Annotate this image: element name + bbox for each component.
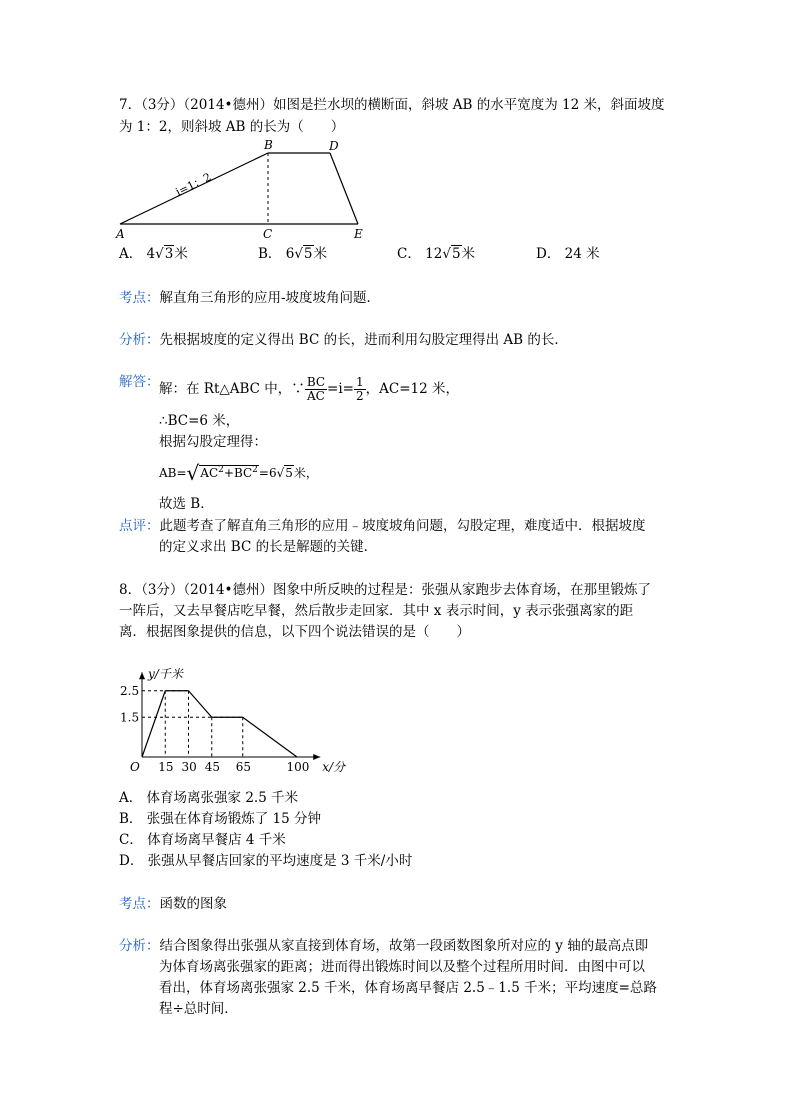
q8-option-c: C． 体育场离早餐店 4 千米	[119, 832, 286, 848]
q8-fenxi-line1: 分析：结合图象得出张强从家直接到体育场，故第一段函数图象所对应的 y 轴的最高点即	[119, 938, 649, 954]
q7-kaodian: 考点：解直角三角形的应用-坡度坡角问题．	[119, 290, 381, 306]
label-b: B	[264, 138, 273, 152]
q7-stem-line2: 为 1：2，则斜坡 AB 的长为（ ）	[119, 119, 345, 135]
q7-dianping-line2: 的定义求出 BC 的长是解题的关键．	[159, 539, 378, 555]
slope-ratio-label: i=1：2	[173, 170, 214, 199]
x-tick-label-65: 65	[235, 760, 252, 774]
x-tick-label-45: 45	[204, 760, 221, 774]
q7-dianping-line1: 点评：此题考查了解直角三角形的应用﹣坡度坡角问题，勾股定理，难度适中．根据坡度	[119, 518, 646, 534]
y-tick-label-1.5: 1.5	[120, 710, 140, 725]
q8-kaodian: 考点：函数的图象	[119, 896, 227, 912]
q8-fenxi-line2: 为体育场离张强家的距离；进而得出锻炼时间以及整个过程所用时间．由图中可以	[159, 959, 645, 975]
q7-jieda-label: 解答：	[119, 374, 160, 390]
series-segment-0	[142, 691, 165, 757]
q8-option-b: B． 张强在体育场锻炼了 15 分钟	[119, 811, 321, 827]
origin-label: O	[130, 760, 140, 774]
q7-option-c: C． 12√5米	[397, 246, 476, 262]
label-e: E	[354, 227, 363, 241]
q7-option-d: D． 24 米	[536, 246, 600, 262]
y-tick-label-2.5: 2.5	[120, 683, 140, 698]
x-tick-label-15: 15	[158, 760, 174, 774]
q7-stem-line1: 7．（3分）（2014•德州）如图是拦水坝的横断面，斜坡 AB 的水平宽度为 12 米，斜面坡度	[119, 97, 665, 113]
series-segment-4	[243, 717, 297, 757]
q7-fenxi: 分析：先根据坡度的定义得出 BC 的长，进而利用勾股定理得出 AB 的长．	[119, 332, 568, 348]
q7-option-b: B． 6√5米	[258, 246, 328, 262]
q8-fenxi-line3: 看出，体育场离张强家 2.5 千米，体育场离早餐店 2.5﹣1.5 千米；平均速度=总路	[159, 980, 657, 996]
label-a: A	[116, 227, 125, 241]
q7-solution-line4: $AB=√AC^2+BC^2=6√5$米，	[159, 461, 318, 485]
x-tick-label-100: 100	[286, 760, 310, 774]
label-d: D	[329, 139, 339, 153]
distance-time-chart	[112, 645, 347, 780]
q7-solution-line1: 解：在 Rt△ABC 中，∵ $\frac{BC}{AC}$ =i= $\frac{1}{2}$ ，AC=12 米，	[159, 375, 460, 403]
q8-stem-line3: 离．根据图象提供的信息，以下四个说法错误的是（ ）	[119, 624, 470, 640]
series-segment-2	[189, 691, 212, 718]
q8-option-d: D． 张强从早餐店回家的平均速度是 3 千米/小时	[119, 853, 413, 869]
x-axis-label: x/分	[322, 760, 346, 774]
slope-de-line	[330, 153, 358, 224]
q7-solution-line5: 故选 B．	[159, 496, 214, 512]
y-axis-label: y/千米	[148, 667, 183, 682]
q8-stem-line2: 一阵后，又去早餐店吃早餐，然后散步走回家．其中 x 表示时间，y 表示张强离家的距	[119, 603, 634, 619]
q8-stem-line1: 8．（3分）（2014•德州）图象中所反映的过程是：张强从家跑步去体育场，在那里锻炼了	[119, 582, 651, 598]
q8-option-a: A． 体育场离张强家 2.5 千米	[119, 790, 299, 806]
x-axis-arrow	[313, 754, 320, 760]
q7-solution-line3: 根据勾股定理得：	[159, 434, 267, 450]
label-c: C	[263, 227, 273, 241]
x-tick-label-30: 30	[181, 760, 197, 774]
q7-solution-line2: ∴BC=6 米，	[159, 413, 240, 429]
dam-cross-section-figure	[114, 136, 374, 242]
q8-fenxi-line4: 程÷总时间．	[159, 1001, 238, 1017]
y-axis-arrow	[139, 672, 145, 679]
q7-option-a: A． 4√3米	[119, 246, 188, 262]
